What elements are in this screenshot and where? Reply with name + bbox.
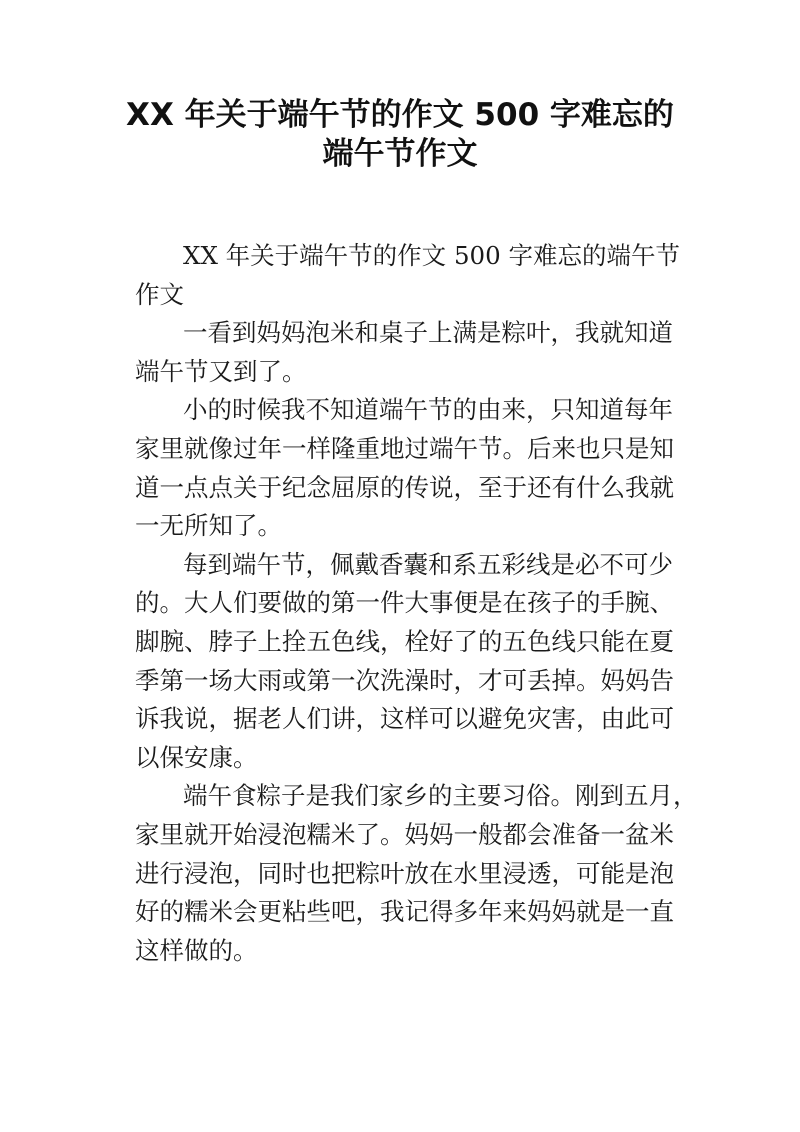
paragraph-line: 进行浸泡，同时也把粽叶放在水里浸透，可能是泡 xyxy=(135,858,674,888)
document-title xyxy=(100,96,700,173)
paragraph-line: 的。大人们要做的第一件大事便是在孩子的手腕、 xyxy=(135,588,674,618)
document-body xyxy=(135,237,698,970)
paragraph-line: 以保安康。 xyxy=(135,742,258,772)
paragraph-line: 家里就开始浸泡糯米了。妈妈一般都会准备一盆米 xyxy=(135,819,674,849)
paragraph-line: 一看到妈妈泡米和桌子上满是粽叶，我就知道 xyxy=(183,318,673,348)
paragraph-line: 家里就像过年一样隆重地过端午节。后来也只是知 xyxy=(135,433,674,463)
paragraph-line: 小的时候我不知道端午节的由来，只知道每年 xyxy=(183,395,673,425)
paragraph-line: 道一点点关于纪念屈原的传说，至于还有什么我就 xyxy=(135,472,674,502)
paragraph-customs xyxy=(135,546,674,778)
title-line: 端午节作文 xyxy=(322,135,478,172)
paragraph-line: 端午食粽子是我们家乡的主要习俗。刚到五月， xyxy=(183,781,698,811)
paragraph-line: 诉我说，据老人们讲，这样可以避免灾害，由此可 xyxy=(135,704,674,734)
paragraph-intro xyxy=(135,314,673,391)
paragraph-line: 一无所知了。 xyxy=(135,511,282,541)
paragraph-childhood xyxy=(135,391,674,545)
paragraph-subtitle xyxy=(135,237,681,314)
paragraph-line: 季第一场大雨或第一次洗澡时，才可丢掉。妈妈告 xyxy=(135,665,674,695)
paragraph-line: XX 年关于端午节的作文 500 字难忘的端午节 xyxy=(183,241,681,270)
paragraph-zongzi xyxy=(135,777,698,970)
paragraph-line: 好的糯米会更粘些吧，我记得多年来妈妈就是一直 xyxy=(135,897,674,927)
paragraph-line: 脚腕、脖子上拴五色线，栓好了的五色线只能在夏 xyxy=(135,626,674,656)
paragraph-line: 每到端午节，佩戴香囊和系五彩线是必不可少 xyxy=(183,549,673,579)
paragraph-line: 这样做的。 xyxy=(135,935,258,965)
title-line: XX 年关于端午节的作文 500 字难忘的 xyxy=(126,97,674,133)
paragraph-line: 端午节又到了。 xyxy=(135,356,307,386)
paragraph-line: 作文 xyxy=(135,279,184,309)
